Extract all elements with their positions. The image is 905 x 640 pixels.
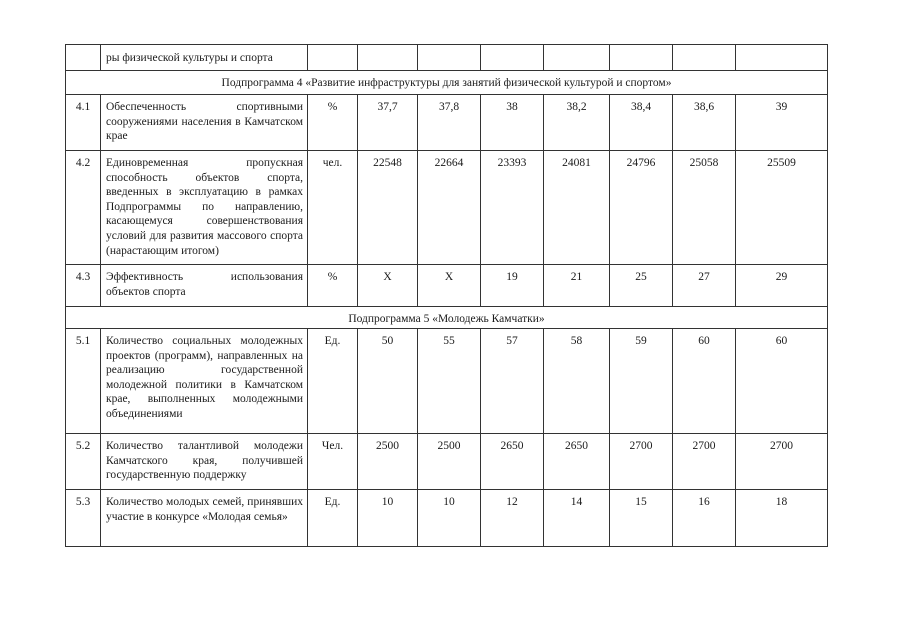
value-cell: 57 [481,329,544,434]
value-cell: 22664 [418,151,481,265]
row-number: 4.2 [66,151,101,265]
value-cell: 25058 [673,151,736,265]
value-cell: 60 [673,329,736,434]
value-cell: 21 [544,265,610,307]
value-cell: 25 [610,265,673,307]
value-cell: 19 [481,265,544,307]
indicator-name: ры физической культуры и спорта [101,45,308,71]
subprogram-row [66,71,828,95]
indicators-table [65,44,828,547]
value-cell: 37,8 [418,95,481,151]
value-cell [673,45,736,71]
value-cell: 2700 [673,434,736,490]
value-cell [736,45,828,71]
value-cell: 38,6 [673,95,736,151]
value-cell: 2700 [736,434,828,490]
value-cell: 24081 [544,151,610,265]
value-cell: 29 [736,265,828,307]
value-cell: 16 [673,490,736,547]
indicator-name: Эффективность использования объектов спорта [101,265,308,307]
table-row [66,434,828,490]
value-cell: 22548 [358,151,418,265]
unit-cell: Ед. [308,329,358,434]
value-cell: 60 [736,329,828,434]
value-cell: 2650 [481,434,544,490]
value-cell: 23393 [481,151,544,265]
value-cell: 38,2 [544,95,610,151]
value-cell: 37,7 [358,95,418,151]
row-number: 4.1 [66,95,101,151]
value-cell: 39 [736,95,828,151]
value-cell: 24796 [610,151,673,265]
table-row [66,329,828,434]
value-cell: 10 [358,490,418,547]
subprogram-row [66,307,828,329]
value-cell [418,45,481,71]
row-number: 5.1 [66,329,101,434]
value-cell: 14 [544,490,610,547]
row-number: 4.3 [66,265,101,307]
unit-cell: % [308,265,358,307]
value-cell: Х [418,265,481,307]
value-cell: 18 [736,490,828,547]
unit-cell: чел. [308,151,358,265]
value-cell: 59 [610,329,673,434]
value-cell [358,45,418,71]
indicator-name: Количество социальных молодежных проектов (программ), направленных на реализацию государственной молодежной политики в Камчатском крае, выполненных молодежными объединениями [101,329,308,434]
value-cell: 25509 [736,151,828,265]
indicator-name: Единовременная пропускная способность объектов спорта, введенных в эксплуатацию в рамках Подпрограммы по направлению, касающемуся совершенствования условий для развития массового спорта (нарастающим итогом) [101,151,308,265]
table-row [66,95,828,151]
value-cell: 12 [481,490,544,547]
unit-cell: Ед. [308,490,358,547]
subprogram-title: Подпрограмма 4 «Развитие инфраструктуры для занятий физической культурой и спортом» [66,71,828,95]
value-cell: 50 [358,329,418,434]
value-cell: 27 [673,265,736,307]
indicator-name: Количество молодых семей, принявших участие в конкурсе «Молодая семья» [101,490,308,547]
value-cell: 2500 [358,434,418,490]
value-cell [544,45,610,71]
row-number [66,45,101,71]
value-cell: Х [358,265,418,307]
indicator-name: Количество талантливой молодежи Камчатского края, получившей государственную поддержку [101,434,308,490]
row-number: 5.2 [66,434,101,490]
subprogram-title: Подпрограмма 5 «Молодежь Камчатки» [66,307,828,329]
unit-cell: Чел. [308,434,358,490]
unit-cell [308,45,358,71]
table-row [66,45,828,71]
table-row [66,265,828,307]
value-cell: 58 [544,329,610,434]
row-number: 5.3 [66,490,101,547]
indicator-name: Обеспеченность спортивными сооружениями населения в Камчатском крае [101,95,308,151]
value-cell: 2650 [544,434,610,490]
value-cell: 15 [610,490,673,547]
value-cell: 2500 [418,434,481,490]
value-cell [610,45,673,71]
table-row [66,151,828,265]
value-cell: 2700 [610,434,673,490]
table-body [66,45,828,547]
value-cell: 38 [481,95,544,151]
table-row [66,490,828,547]
value-cell: 38,4 [610,95,673,151]
value-cell: 10 [418,490,481,547]
value-cell: 55 [418,329,481,434]
unit-cell: % [308,95,358,151]
value-cell [481,45,544,71]
